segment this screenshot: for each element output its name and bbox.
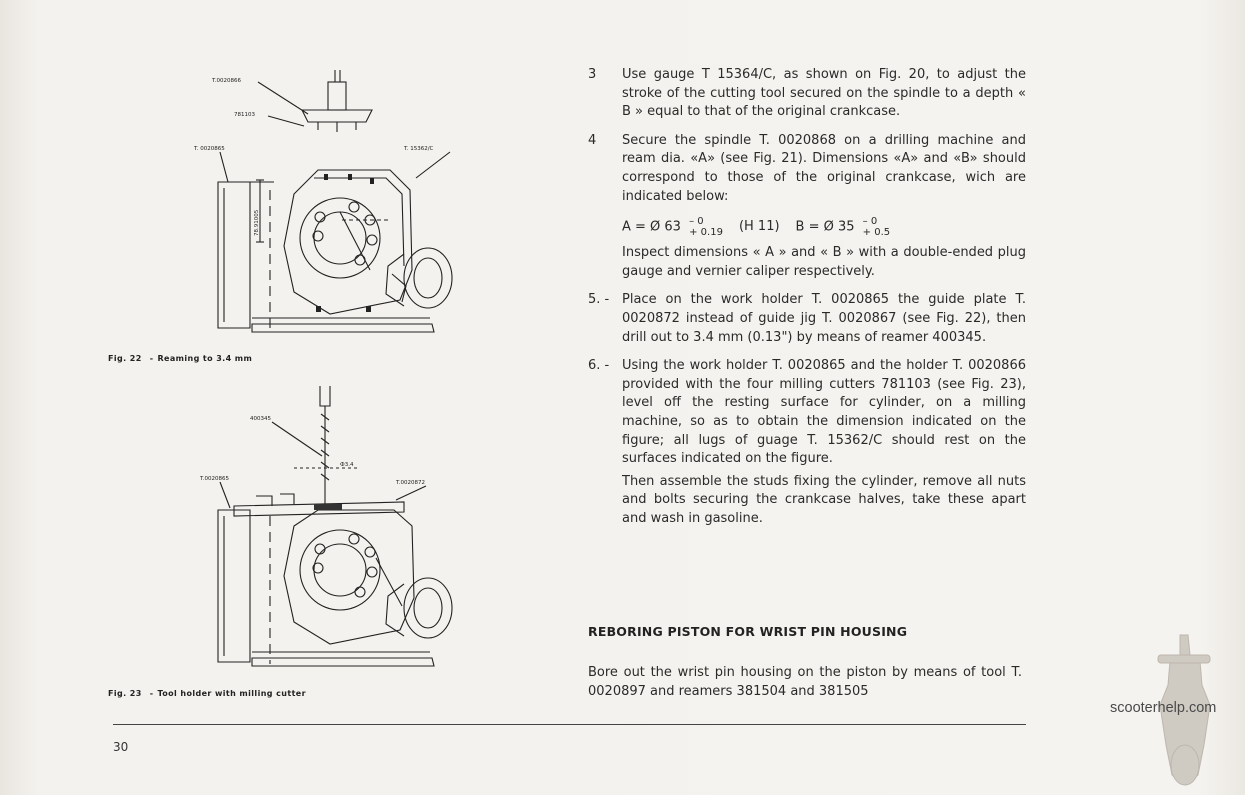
fig23-label-3: T.0020865 [200,476,229,482]
step-text: Secure the spindle T. 0020868 on a drilling machine and ream dia. «A» (see Fig. 21). Dimensions «A» and «B» should correspond to those of the original crankcase, wich are indicated below: [622,132,1026,204]
formula-a-tol-top: – 0 [689,216,704,228]
formula-b-tol-bottom: + 0.5 [862,227,891,239]
fig22-number: Fig. 22 [108,354,142,363]
fig23-label-4: T.0020872 [396,480,425,486]
step-text: Use gauge T 15364/C, as shown on Fig. 20, to adjust the stroke of the cutting tool secured on the spindle to a depth « B » equal to that of the original crankcase. [622,67,1026,120]
fig23-label-2: Ф3.4 [340,462,354,468]
formula-a-label: A = Ø 63 [622,219,681,235]
step-text: Using the work holder T. 0020865 and the holder T. 0020866 provided with the four milling cutters 781103 (see Fig. 23), level off the resting surface for cylinder, on a milling machine, so as to obtain the dimension indicated on the figure; all lugs of guage T. 15362/C should rest on the surfaces indicated on the figure. [622,358,1026,467]
fig22-label-3: T. 0020865 [194,146,225,152]
fig23-title: Tool holder with milling cutter [157,689,306,698]
figure-22 [190,70,470,340]
fig22-label-1: T.0020866 [212,78,241,84]
section-paragraph: Bore out the wrist pin housing on the piston by means of tool T. 0020897 and reamers 381504 and 381505 [588,665,1022,699]
step-text: Place on the work holder T. 0020865 the guide plate T. 0020872 instead of guide jig T. 0020867 (see Fig. 22), then drill out to 3.4 mm (0.13") by means of reamer 400345. [622,292,1026,345]
formula-a-tolerance [689,216,723,238]
page-number: 30 [113,740,129,754]
instructions-column [586,66,1026,538]
formula-b-tolerance [863,216,890,238]
step-number: 3 [588,67,597,82]
formula-b-tol-top: – 0 [862,216,878,228]
footer-rule [113,724,1026,725]
dimension-formula [622,216,1026,238]
inspect-text: Inspect dimensions « A » and « B » with a double-ended plug gauge and vernier caliper respectively. [622,245,1026,279]
fig23-number: Fig. 23 [108,689,142,698]
figure-23-drawing [190,386,470,676]
step-6 [586,357,1026,528]
fig22-label-4: T. 15362/C [404,146,434,152]
fig23-sep: - [149,689,154,698]
step-number: 5. - [588,292,610,308]
fig22-caption [108,354,252,363]
fig23-caption [108,689,306,698]
step-number: 4 [588,132,597,148]
figure-23 [190,386,470,676]
then-text: Then assemble the studs fixing the cylinder, remove all nuts and bolts securing the crankcase halves, take these apart and wash in gasoline. [622,473,1026,526]
fig22-label-5: 78.91005 [254,209,260,236]
fig22-title: Reaming to 3.4 mm [157,354,253,363]
formula-b [796,216,891,238]
fig23-label-1: 400345 [250,416,271,422]
formula-b-label: B = Ø 35 [795,219,855,235]
step-4 [586,132,1026,282]
fig22-label-2: 781103 [234,112,255,118]
section-heading: REBORING PISTON FOR WRIST PIN HOUSING [588,624,908,639]
fig22-sep: - [149,354,154,363]
formula-a-tol-bottom: + 0.19 [689,227,723,239]
formula-fit: (H 11) [738,218,780,234]
watermark-text: scooterhelp.com [1110,700,1217,716]
step-number: 6. - [588,358,610,374]
step-5 [586,291,1026,347]
formula-a [622,216,723,238]
figure-22-drawing [190,70,470,340]
step-3 [586,66,1026,122]
